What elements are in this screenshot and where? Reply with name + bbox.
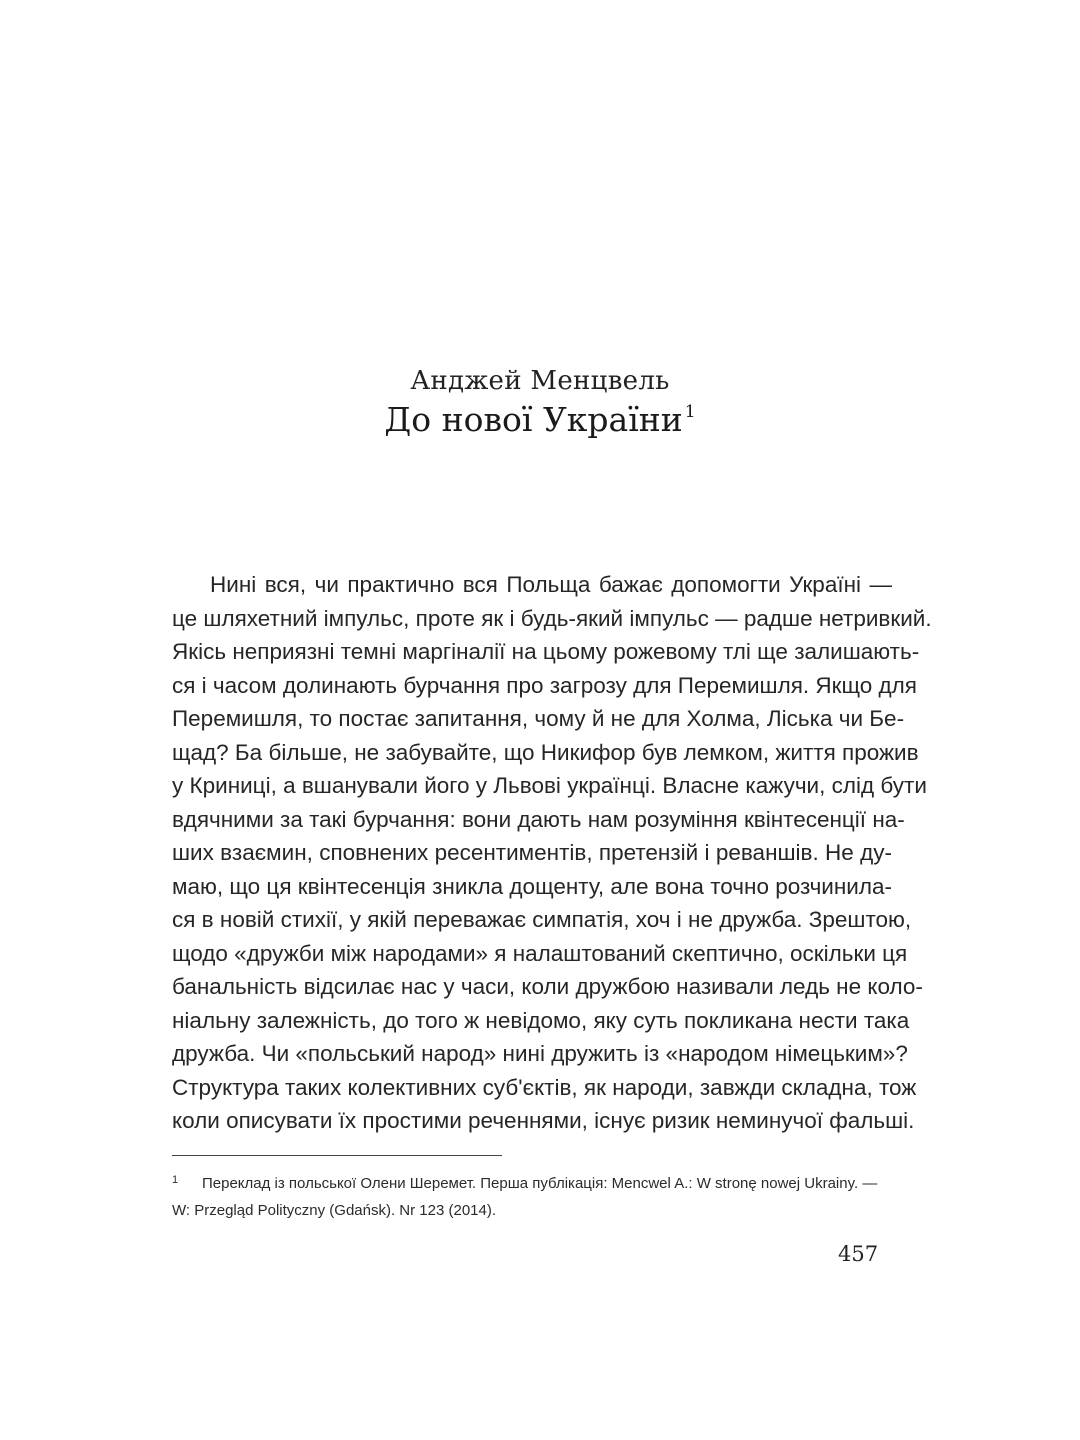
- body-line: Структура таких колективних суб'єктів, як народи, завжди складна, тож: [172, 1074, 917, 1100]
- body-line: у Криниці, а вшанували його у Львові українці. Власне кажучи, слід бути: [172, 773, 927, 798]
- body-line: Якісь неприязні темні маргіналії на цьому рожевому тлі ще залишають-: [172, 639, 920, 664]
- body-line: банальність відсилає нас у часи, коли дружбою називали ледь не коло-: [172, 974, 923, 999]
- footnote: [172, 1167, 892, 1224]
- page-number: 457: [838, 1242, 879, 1266]
- footnote-mark: 1: [172, 1174, 179, 1186]
- body-line: дружба. Чи «польський народ» нині дружить із «народом німецьким»?: [172, 1041, 908, 1066]
- body-line: ся і часом долинають бурчання про загрозу для Перемишля. Якщо для: [172, 672, 917, 698]
- body-line: щодо «дружби між народами» я налаштований скептично, оскільки ця: [172, 940, 908, 966]
- footnote-text-1: Переклад із польської Олени Шеремет. Перша публікація: Mencwel A.: W stronę nowej Ukrainy. —: [202, 1175, 878, 1192]
- body-line: маю, що ця квінтесенція зникла дощенту, але вона точно розчинила-: [172, 873, 892, 899]
- chapter-author: Анджей Менцвель: [410, 366, 670, 396]
- body-line: вдячними за такі бурчання: вони дають нам розуміння квінтесенції на-: [172, 806, 905, 832]
- chapter-title-text: До нової України: [384, 400, 683, 439]
- body-line: Нині вся, чи практично вся Польща бажає допомогти Україні —: [210, 572, 892, 597]
- body-line: коли описувати їх простими реченнями, існує ризик неминучої фальші.: [172, 1108, 915, 1133]
- body-paragraph: [172, 568, 932, 1138]
- body-line: ніальну залежність, до того ж невідомо, яку суть покликана нести така: [172, 1007, 910, 1033]
- body-line: ших взаємин, сповнених ресентиментів, претензій і реваншів. Не ду-: [172, 840, 892, 865]
- body-line: щад? Ба більше, не забувайте, що Никифор був лемком, життя прожив: [172, 739, 919, 765]
- footnote-line: [172, 1167, 892, 1197]
- body-line: це шляхетний імпульс, проте як і будь-який імпульс — радше нетривкий.: [172, 605, 932, 631]
- footnote-reference: 1: [684, 402, 696, 422]
- body-line: ся в новій стихії, у якій переважає симпатія, хоч і не дружба. Зрештою,: [172, 907, 912, 932]
- footnote-text-2: W: Przegląd Polityczny (Gdańsk). Nr 123 (2014).: [172, 1202, 497, 1219]
- chapter-title: [0, 400, 1080, 439]
- footnote-divider: [172, 1155, 502, 1156]
- body-line: Перемишля, то постає запитання, чому й не для Холма, Ліська чи Бе-: [172, 706, 905, 731]
